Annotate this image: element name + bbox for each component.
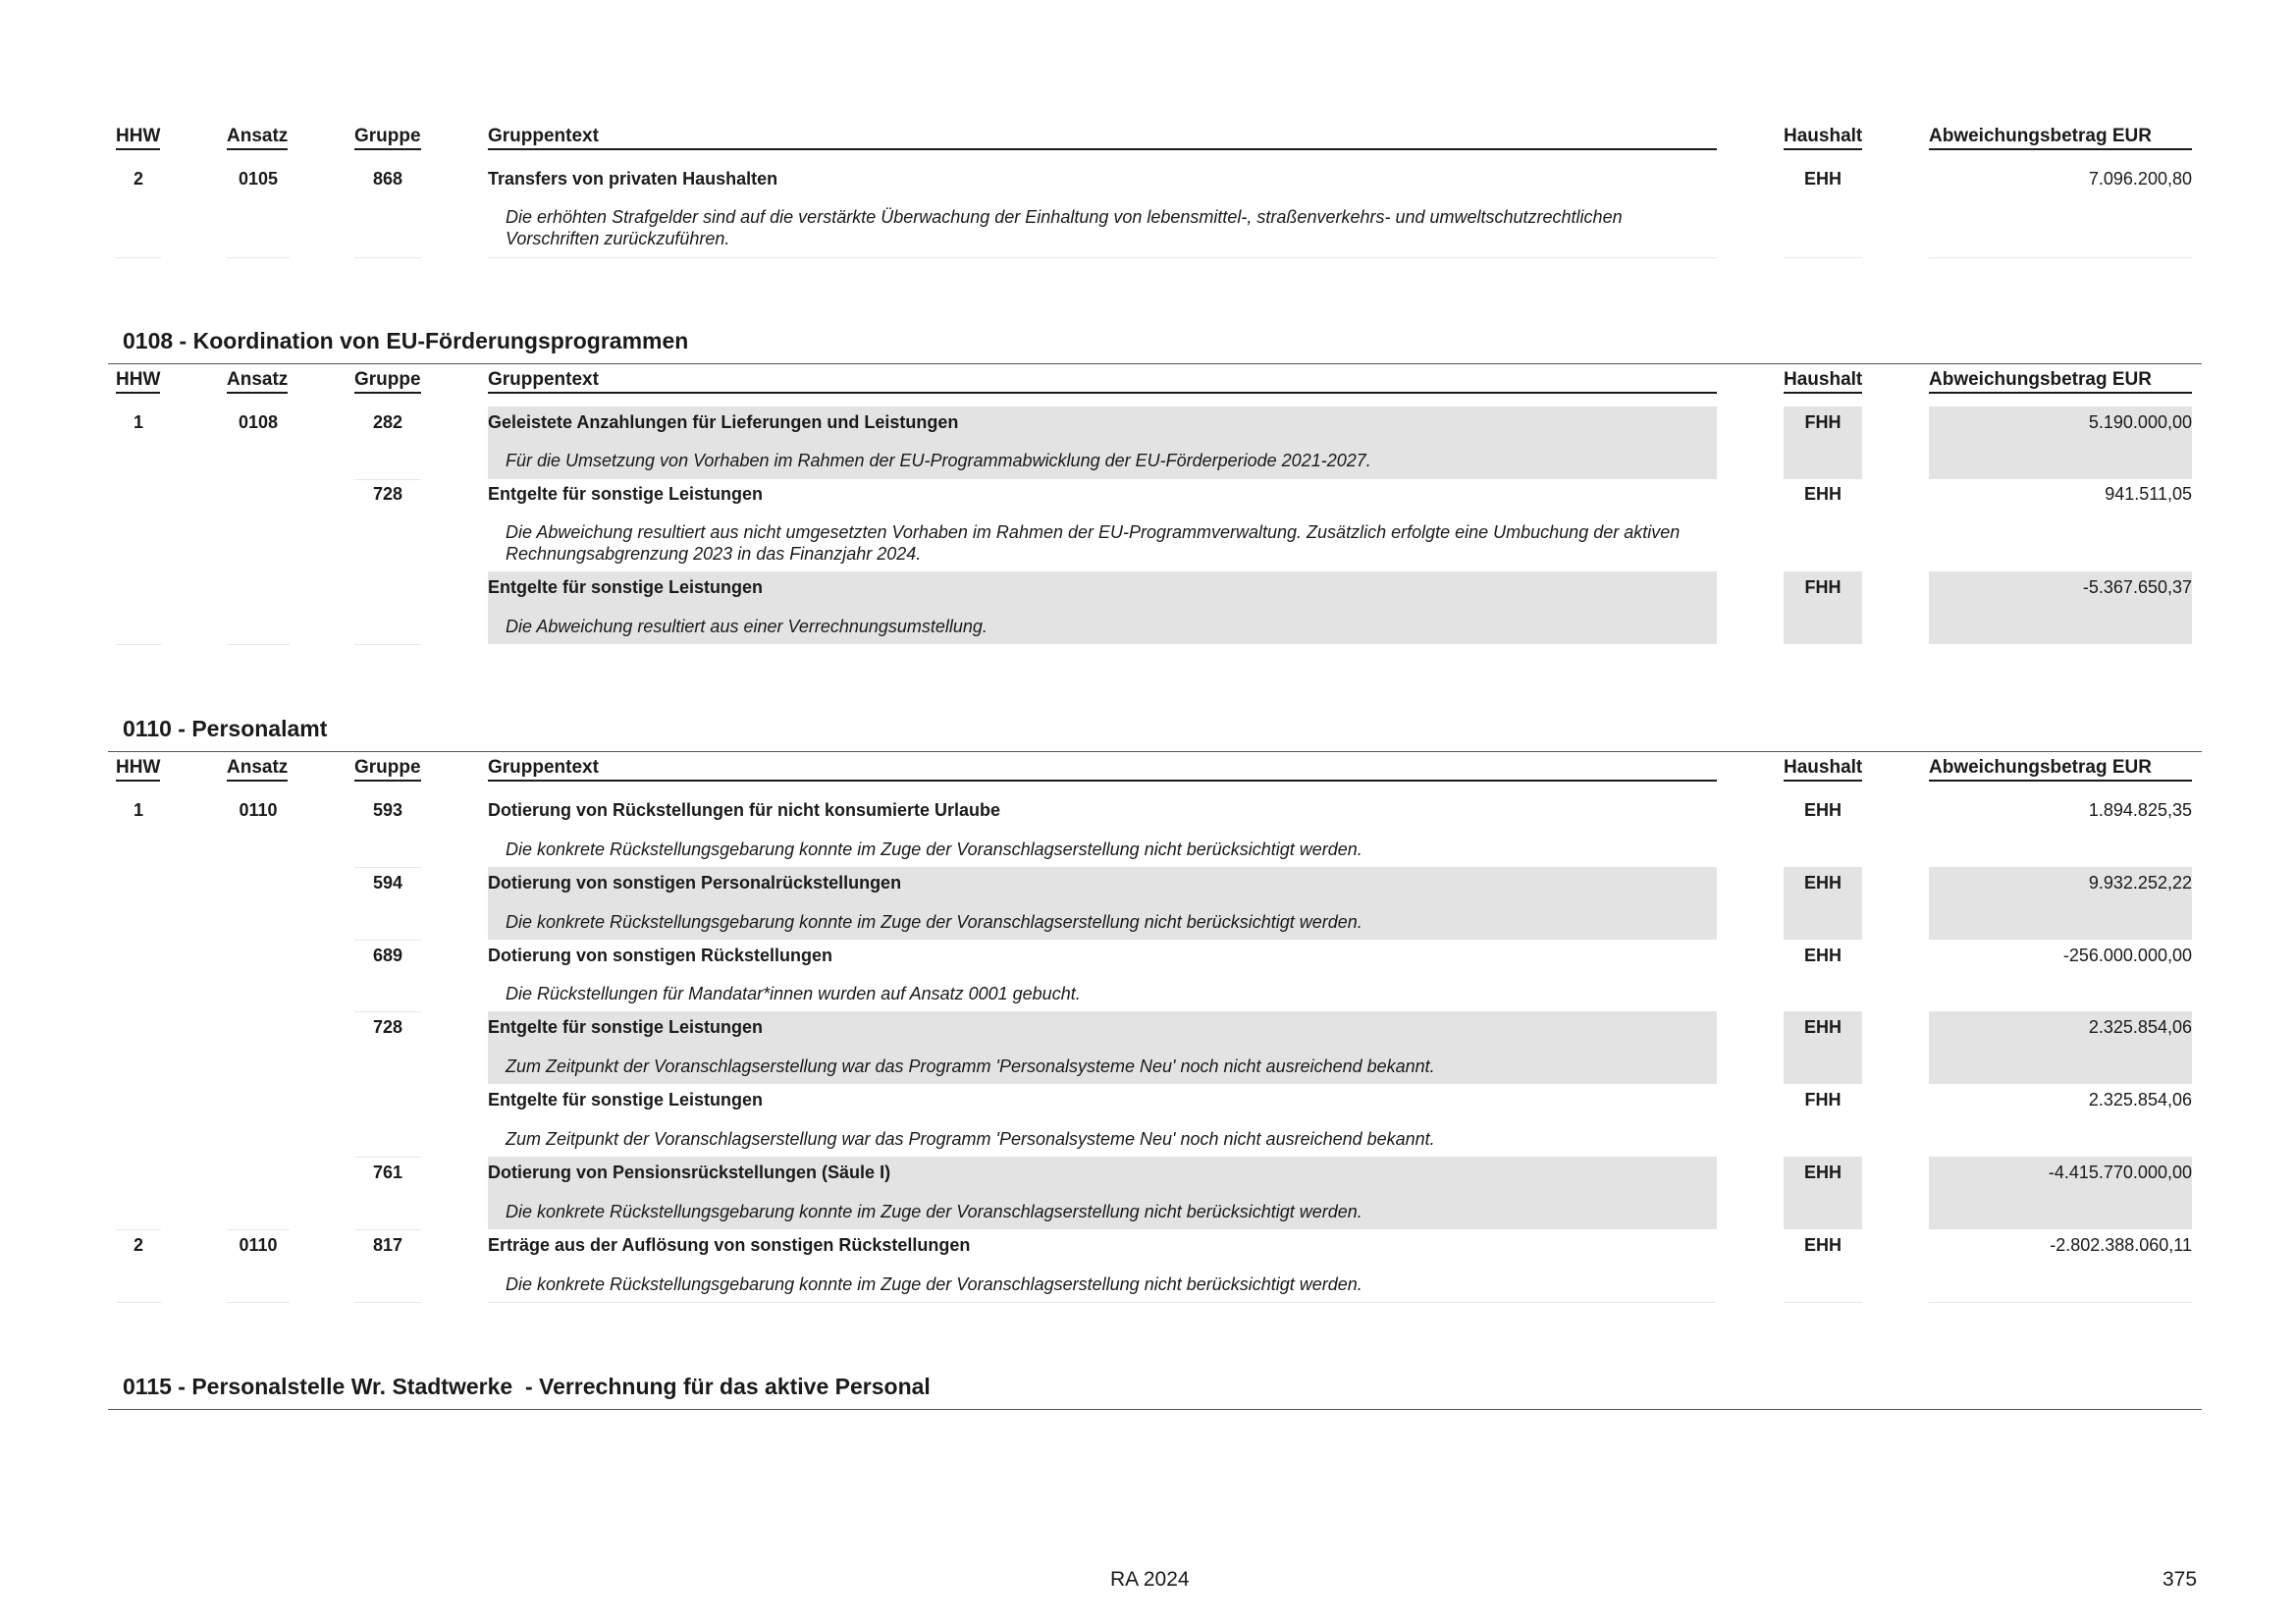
row-description: Zum Zeitpunkt der Voranschlagserstellung war das Programm 'Personalsysteme Neu' noch nicht ausreichend bekannt. [506,1056,1435,1076]
row-description: Die konkrete Rückstellungsgebarung konnte im Zuge der Voranschlagserstellung nicht berücksichtigt werden. [506,1274,1362,1294]
row-haushalt: EHH [1803,1163,1842,1182]
row-separator [1784,1302,1862,1303]
row-betrag: 5.190.000,00 [2088,412,2192,432]
row-description: Zum Zeitpunkt der Voranschlagserstellung war das Programm 'Personalsysteme Neu' noch nicht ausreichend bekannt. [506,1129,1435,1149]
section-title: 0115 - Personalstelle Wr. Stadtwerke - Verrechnung für das aktive Personal [123,1374,931,1399]
row-betrag: 1.894.825,35 [2088,800,2192,820]
row-gruppentext: Transfers von privaten Haushalten [488,169,778,189]
row-separator [116,644,161,645]
row-separator [354,1302,421,1303]
row-separator [354,867,421,868]
header-betrag: Abweichungsbetrag EUR [1929,369,2192,394]
row-haushalt: EHH [1803,800,1842,820]
row-gruppe: 593 [372,800,403,820]
row-separator [488,257,1717,258]
header-gruppentext: Gruppentext [488,126,1717,150]
row-hhw: 1 [133,800,143,820]
row-separator [488,1302,1717,1303]
row-gruppe: 728 [372,1017,403,1037]
row-gruppentext: Erträge aus der Auflösung von sonstigen Rückstellungen [488,1235,971,1255]
row-separator [354,257,421,258]
row-haushalt: EHH [1803,1017,1842,1037]
header-gruppe: Gruppe [354,126,421,150]
row-betrag: -5.367.650,37 [2082,577,2192,597]
row-gruppentext: Geleistete Anzahlungen für Lieferungen und Leistungen [488,412,959,432]
row-description: Die Abweichung resultiert aus nicht umgesetzten Vorhaben im Rahmen der EU-Programmverwaltung. Zusätzlich erfolgte eine Umbuchung der aktiven Rechnungsabgrenzung 2023 in das Finanzjahr 2024. [506,522,1681,564]
row-haushalt: FHH [1804,412,1842,432]
row-description: Für die Umsetzung von Vorhaben im Rahmen der EU-Programmabwicklung der EU-Förderperiode 2021-2027. [506,451,1371,470]
row-separator [227,644,290,645]
row-gruppentext: Dotierung von Pensionsrückstellungen (Säule I) [488,1163,891,1182]
row-betrag: 2.325.854,06 [2088,1090,2192,1110]
row-betrag: -2.802.388.060,11 [2050,1235,2192,1255]
row-betrag: 2.325.854,06 [2088,1017,2192,1037]
row-haushalt: EHH [1803,1235,1842,1255]
row-gruppe: 817 [372,1235,403,1255]
header-hhw: HHW [116,369,160,394]
section-rule [108,1409,2202,1410]
row-gruppe: 868 [372,169,403,189]
row-gruppentext: Dotierung von sonstigen Rückstellungen [488,946,833,965]
row-ansatz: 0110 [239,1235,278,1255]
row-description: Die konkrete Rückstellungsgebarung konnte im Zuge der Voranschlagserstellung nicht berücksichtigt werden. [506,912,1362,932]
row-gruppe: 689 [372,946,403,965]
row-gruppentext: Dotierung von sonstigen Personalrückstellungen [488,873,902,893]
row-betrag: -256.000.000,00 [2062,946,2192,965]
header-ansatz: Ansatz [227,757,288,782]
row-gruppe: 728 [372,484,403,504]
row-gruppe: 282 [372,412,403,432]
row-separator [227,257,290,258]
row-ansatz: 0105 [238,169,279,189]
row-haushalt: FHH [1804,1090,1842,1110]
row-gruppentext: Entgelte für sonstige Leistungen [488,577,764,597]
row-haushalt: FHH [1804,577,1842,597]
row-separator [354,1229,421,1230]
row-gruppe: 761 [372,1163,403,1182]
header-gruppe: Gruppe [354,757,421,782]
row-haushalt: EHH [1803,169,1842,189]
header-betrag: Abweichungsbetrag EUR [1929,757,2192,782]
row-betrag: 7.096.200,80 [2088,169,2192,189]
row-separator [227,1229,290,1230]
row-separator [354,1011,421,1012]
row-separator [116,257,161,258]
row-betrag: 9.932.252,22 [2088,873,2192,893]
row-description: Die konkrete Rückstellungsgebarung konnte im Zuge der Voranschlagserstellung nicht berücksichtigt werden. [506,839,1362,859]
page-number: 375 [2163,1568,2198,1591]
row-haushalt: EHH [1803,484,1842,504]
row-description: Die erhöhten Strafgelder sind auf die verstärkte Überwachung der Einhaltung von lebensmittel-, straßenverkehrs- und umweltschutzrechtlichen Vorschriften zurückzuführen. [506,207,1623,248]
section-rule [108,363,2202,364]
row-gruppe: 594 [372,873,403,893]
row-description: Die Rückstellungen für Mandatar*innen wurden auf Ansatz 0001 gebucht. [506,984,1081,1003]
row-separator [1929,1302,2192,1303]
row-ansatz: 0108 [238,412,279,432]
row-separator [227,1302,290,1303]
row-gruppentext: Entgelte für sonstige Leistungen [488,484,764,504]
row-separator [116,1229,161,1230]
header-gruppentext: Gruppentext [488,757,1717,782]
header-ansatz: Ansatz [227,126,288,150]
row-separator [1784,257,1862,258]
section-title: 0110 - Personalamt [123,716,328,741]
row-gruppentext: Dotierung von Rückstellungen für nicht konsumierte Urlaube [488,800,1001,820]
header-haushalt: Haushalt [1784,369,1862,394]
row-description: Die Abweichung resultiert aus einer Verrechnungsumstellung. [506,617,988,636]
row-haushalt: EHH [1803,873,1842,893]
row-betrag: 941.511,05 [2105,484,2192,504]
row-betrag: -4.415.770.000,00 [2048,1163,2192,1182]
section-rule [108,751,2202,752]
header-haushalt: Haushalt [1784,757,1862,782]
row-separator [354,1157,421,1158]
row-description: Die konkrete Rückstellungsgebarung konnte im Zuge der Voranschlagserstellung nicht berücksichtigt werden. [506,1202,1362,1221]
header-gruppentext: Gruppentext [488,369,1717,394]
header-ansatz: Ansatz [227,369,288,394]
header-hhw: HHW [116,757,160,782]
row-hhw: 2 [133,1235,143,1255]
header-hhw: HHW [116,126,160,150]
row-haushalt: EHH [1803,946,1842,965]
row-ansatz: 0110 [239,800,278,820]
row-separator [116,1302,161,1303]
row-separator [354,479,421,480]
row-gruppentext: Entgelte für sonstige Leistungen [488,1090,764,1110]
row-hhw: 2 [133,169,143,189]
section-title: 0108 - Koordination von EU-Förderungsprogrammen [123,328,689,353]
header-gruppe: Gruppe [354,369,421,394]
row-separator [354,644,421,645]
row-separator [354,940,421,941]
header-betrag: Abweichungsbetrag EUR [1929,126,2192,150]
row-separator [1929,257,2192,258]
header-haushalt: Haushalt [1784,126,1862,150]
footer-document-label: RA 2024 [1110,1568,1190,1591]
row-gruppentext: Entgelte für sonstige Leistungen [488,1017,764,1037]
row-hhw: 1 [133,412,143,432]
